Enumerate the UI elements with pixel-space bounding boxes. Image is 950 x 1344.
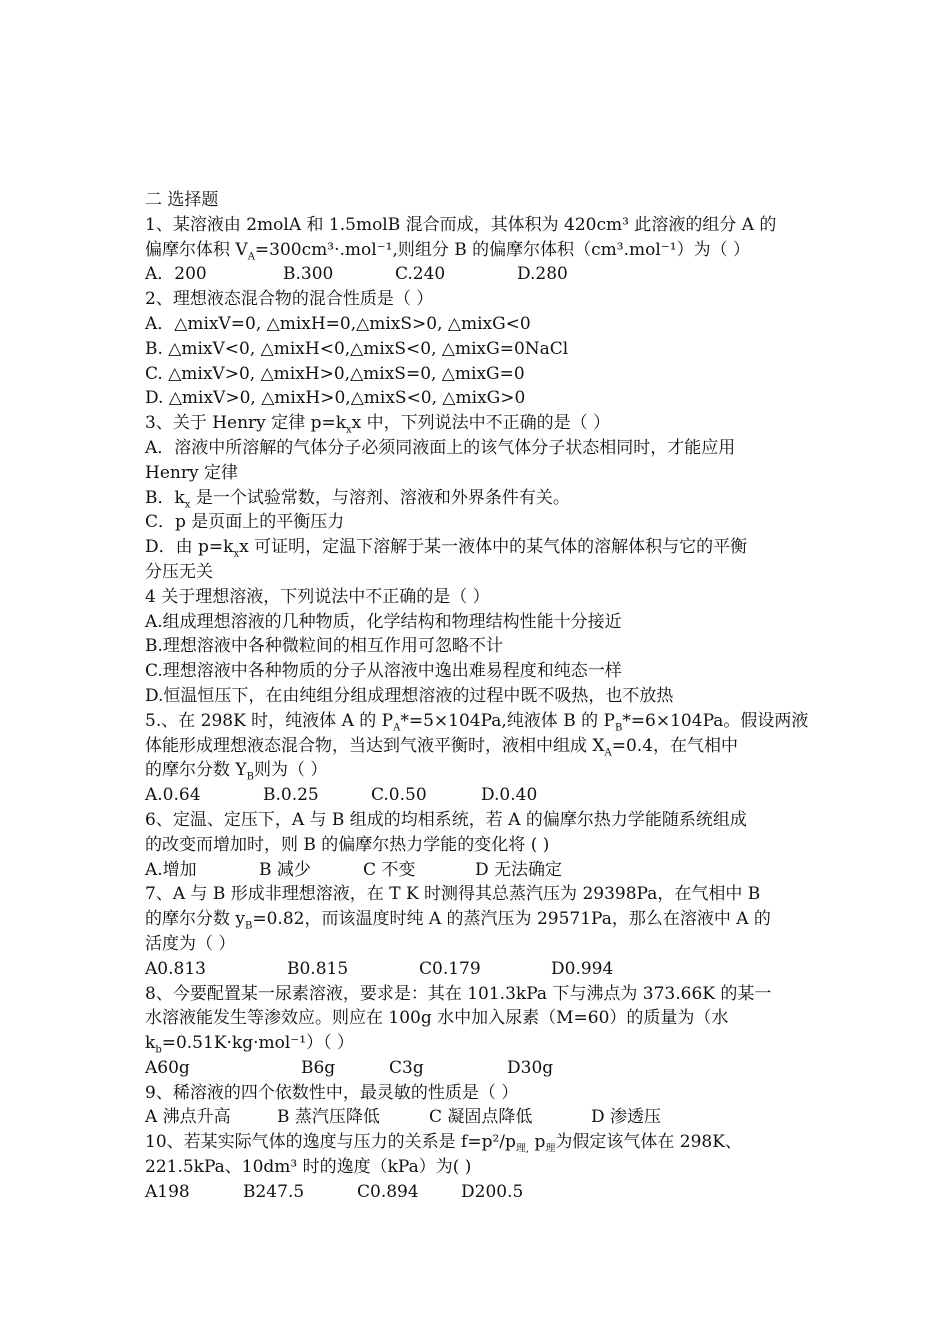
q5-stem-line3: 的摩尔分数 $Y_B$则为（ ）	[145, 760, 328, 783]
q6-option-c: C 不变	[363, 859, 416, 880]
q5-stem-line2: 体能形成理想液态混合物，当达到气液平衡时，液相中组成 $X_A=0.4$，在气相中	[145, 735, 739, 758]
q10-option-c: C0.894	[357, 1181, 419, 1202]
q6-stem-line1: 6、定温、定压下，A 与 B 组成的均相系统，若 A 的偏摩尔热力学能随系统组成	[145, 809, 747, 830]
q7-option-d: D0.994	[551, 958, 614, 979]
q5-options	[145, 783, 813, 808]
q1-option-c: C.240	[395, 264, 446, 285]
q7-option-c: C0.179	[419, 958, 481, 979]
q9-stem: 9、稀溶液的四个依数性中，最灵敏的性质是（ ）	[145, 1082, 519, 1103]
q1-option-b: B.300	[283, 264, 334, 285]
q8-stem-line1: 8、今要配置某一尿素溶液，要求是：其在 101.3kPa 下与沸点为 373.66K 的某一	[145, 983, 772, 1004]
q4-option-a: A.组成理想溶液的几种物质，化学结构和物理结构性能十分接近	[145, 611, 622, 632]
q3-option-d-line1: D．由 $p=k_xx$ 可证明，定温下溶解于某一液体中的某气体的溶解体积与它的平衡	[145, 537, 748, 560]
q7-stem-line1: 7、A 与 B 形成非理想溶液，在 T K 时测得其总蒸汽压为 29398Pa，在气相中 B	[145, 884, 761, 905]
q10-options	[145, 1180, 813, 1205]
q8-option-d: D30g	[507, 1057, 554, 1078]
q3-option-b: B．$k_x$ 是一个试验常数，与溶剂、溶液和外界条件有关。	[145, 487, 570, 510]
q3-option-c: C．p 是页面上的平衡压力	[145, 512, 345, 533]
q8-options	[145, 1056, 813, 1081]
q7-option-b: B0.815	[287, 958, 349, 979]
q8-option-b: B6g	[301, 1057, 336, 1078]
q8-stem-line3: $k_b=0.51K\cdot kg\cdot mol^{-1}$）（ ）	[145, 1033, 354, 1056]
q10-stem-line2: 221.5kPa、10dm³ 时的逸度（kPa）为( )	[145, 1157, 472, 1178]
q6-options	[145, 858, 813, 883]
q1-stem-line2: 偏摩尔体积 $V_A=300cm^3\cdot.mol^{-1}$,则组分 B 的偏摩尔体积（cm³.mol⁻¹）为（ ）	[145, 239, 751, 262]
q2-option-a: A．△mixV=0, △mixH=0,△mixS>0, △mixG<0	[145, 313, 531, 334]
q9-option-d: D 渗透压	[591, 1107, 662, 1128]
q9-option-b: B 蒸汽压降低	[277, 1107, 380, 1128]
q6-option-d: D 无法确定	[475, 859, 563, 880]
q3-option-d-line2: 分压无关	[145, 561, 213, 582]
q9-options	[145, 1105, 813, 1130]
q5-option-b: B.0.25	[263, 785, 319, 806]
q1-stem-line1: 1、某溶液由 2molA 和 1.5molB 混合而成，其体积为 420cm³ 此溶液的组分 A 的	[145, 214, 777, 235]
q1-option-a: A．200	[145, 264, 207, 285]
q1-option-d: D.280	[517, 264, 568, 285]
q5-option-c: C.0.50	[371, 785, 427, 806]
q6-option-b: B 减少	[259, 859, 311, 880]
q3-stem: 3、关于 Henry 定律 $p=k_xx$ 中，下列说法中不正确的是（ ）	[145, 413, 611, 436]
q10-stem-line1: 10、若某实际气体的逸度与压力的关系是 $f=p^2/p_{理,}$ $p_理$为假定该气体在 298K、	[145, 1132, 742, 1155]
q8-option-a: A60g	[145, 1057, 190, 1078]
q6-option-a: A.增加	[145, 859, 197, 880]
q6-stem-line2: 的改变而增加时，则 B 的偏摩尔热力学能的变化将 ( )	[145, 834, 550, 855]
q9-option-c: C 凝固点降低	[429, 1107, 533, 1128]
q7-stem-line3: 活度为（ ）	[145, 933, 236, 954]
q3-option-a-line1: A．溶液中所溶解的气体分子必须同液面上的该气体分子状态相同时，才能应用	[145, 437, 736, 458]
q4-option-b: B.理想溶液中各种微粒间的相互作用可忽略不计	[145, 636, 503, 657]
q5-option-a: A.0.64	[145, 785, 201, 806]
q4-stem: 4 关于理想溶液，下列说法中不正确的是（ ）	[145, 586, 490, 607]
q2-option-b: B. △mixV<0, △mixH<0,△mixS<0, △mixG=0NaCl	[145, 338, 569, 359]
section-title: 二 选择题	[145, 190, 219, 210]
q5-option-d: D.0.40	[481, 785, 538, 806]
q3-option-a-line2: Henry 定律	[145, 462, 238, 483]
q7-options	[145, 957, 813, 982]
document-page	[145, 188, 813, 1205]
q4-option-d: D.恒温恒压下，在由纯组分组成理想溶液的过程中既不吸热，也不放热	[145, 685, 674, 706]
q8-option-c: C3g	[389, 1057, 424, 1078]
q10-option-a: A198	[145, 1181, 190, 1202]
q2-option-d: D. △mixV>0, △mixH>0,△mixS<0, △mixG>0	[145, 388, 526, 409]
q2-option-c: C. △mixV>0, △mixH>0,△mixS=0, △mixG=0	[145, 363, 525, 384]
q7-stem-line2: 的摩尔分数 $y_B=0.82$，而该温度时纯 A 的蒸汽压为 29571Pa，那么在溶液中 A 的	[145, 909, 771, 932]
q8-stem-line2: 水溶液能发生等渗效应。则应在 100g 水中加入尿素（M=60）的质量为（水	[145, 1008, 729, 1029]
q7-option-a: A0.813	[145, 958, 206, 979]
q10-option-b: B247.5	[243, 1181, 305, 1202]
q5-stem-line1: 5.、在 298K 时，纯液体 A 的 $P_A*=5\times 104Pa$,纯液体 B 的 $P_B*=6\times 104Pa$。假设两液	[145, 710, 809, 734]
q9-option-a: A 沸点升高	[145, 1107, 231, 1128]
q2-stem: 2、理想液态混合物的混合性质是（ ）	[145, 289, 434, 310]
q1-options	[145, 262, 813, 287]
q10-option-d: D200.5	[461, 1181, 524, 1202]
q4-option-c: C.理想溶液中各种物质的分子从溶液中逸出难易程度和纯态一样	[145, 661, 622, 682]
